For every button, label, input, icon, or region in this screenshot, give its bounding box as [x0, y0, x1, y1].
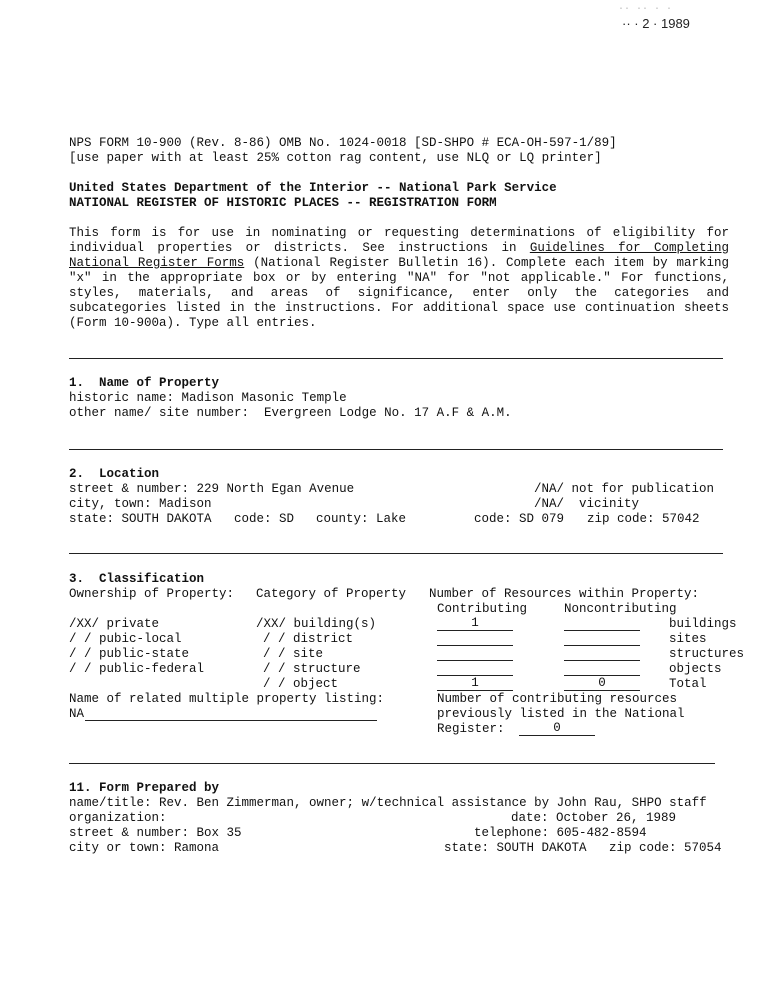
category-mark: / / — [263, 647, 286, 661]
other-name-row — [69, 406, 512, 421]
section-1-number: 1. — [69, 376, 85, 390]
zip-label: zip code: — [587, 512, 655, 526]
section-divider — [69, 449, 723, 450]
zip — [587, 512, 700, 527]
county-code — [474, 512, 564, 527]
telephone-row — [474, 826, 647, 841]
section-1-title: Name of Property — [99, 376, 220, 390]
city-label: city or town: — [69, 841, 167, 855]
category-site — [263, 647, 323, 662]
intro-line-7: (Form 10-900a). Type all entries. — [69, 316, 317, 330]
category-header: Category of Property — [256, 587, 407, 601]
category-label: district — [293, 632, 354, 646]
category-mark: / / — [263, 632, 286, 646]
not-for-publication-label: not for publication — [571, 482, 715, 496]
section-2-heading — [69, 467, 159, 482]
section-1-heading — [69, 376, 219, 391]
intro-line-2 — [69, 241, 729, 256]
contributing-blank — [437, 660, 513, 661]
section-2-number: 2. — [69, 467, 85, 481]
contributing-blank — [437, 630, 513, 631]
previously-listed-value: 0 — [553, 721, 561, 735]
noncontributing-header: Noncontributing — [564, 602, 677, 616]
city-value: Madison — [159, 497, 212, 511]
ownership-mark: / / — [69, 647, 92, 661]
section-2-title: Location — [99, 467, 160, 481]
telephone-value: 605-482-8594 — [556, 826, 647, 840]
category-label: site — [293, 647, 324, 661]
ownership-label: pubic-local — [99, 632, 182, 646]
previously-listed-line-2: previously listed in the National — [437, 707, 685, 721]
resource-type: objects — [669, 662, 722, 676]
historic-name-value: Madison Masonic Temple — [181, 391, 347, 405]
ownership-private — [69, 617, 159, 632]
intro-line-2-text: individual properties or districts. See instructions in — [69, 241, 530, 255]
ownership-header: Ownership of Property: — [69, 587, 235, 601]
county-label: county: — [316, 512, 369, 526]
noncontributing-value: 0 — [598, 676, 606, 690]
zip-row — [609, 841, 722, 856]
name-title-row — [69, 796, 707, 811]
noncontributing-blank — [564, 630, 640, 631]
telephone-label: telephone: — [474, 826, 550, 840]
related-listing-value: NA — [69, 707, 85, 721]
street-value: Box 35 — [196, 826, 242, 840]
street-label: street & number: — [69, 826, 190, 840]
city-label: city, town: — [69, 497, 152, 511]
section-divider — [69, 358, 723, 359]
not-for-publication — [534, 482, 714, 497]
contributing-header: Contributing — [437, 602, 528, 616]
ownership-public-federal — [69, 662, 204, 677]
city-value: Ramona — [174, 841, 220, 855]
ownership-label: public-state — [99, 647, 190, 661]
county-code-value: SD 079 — [519, 512, 565, 526]
resource-type: sites — [669, 632, 707, 646]
category-mark: / / — [263, 677, 286, 691]
intro-line-4: "x" in the appropriate box or by entering "NA" for "not applicable." For functions, — [69, 271, 729, 285]
zip-label: zip code: — [609, 841, 677, 855]
intro-line-3 — [69, 256, 729, 271]
state-code — [234, 512, 294, 527]
category-mark: /XX/ — [256, 617, 287, 631]
historic-name-row — [69, 391, 347, 406]
state-value: SOUTH DAKOTA — [121, 512, 212, 526]
category-structure — [263, 662, 361, 677]
city-row — [69, 841, 219, 856]
contributing-blank — [437, 690, 513, 691]
related-listing-label: Name of related multiple property listing: — [69, 692, 385, 706]
guidelines-title: Guidelines for Completing — [529, 241, 730, 255]
intro-line-3-text: (National Register Bulletin 16). Complete each item by marking — [253, 256, 729, 270]
county-code-label: code: — [474, 512, 512, 526]
state-code-label: code: — [234, 512, 272, 526]
state-code-value: SD — [279, 512, 295, 526]
zip-value: 57054 — [684, 841, 722, 855]
intro-line-5: styles, materials, and areas of significance, enter only the categories and — [69, 286, 729, 300]
noncontributing-blank — [564, 690, 640, 691]
agency-heading: United States Department of the Interior -- National Park Service — [69, 181, 557, 195]
ownership-label: public-federal — [99, 662, 205, 676]
related-listing-blank — [85, 720, 377, 721]
ownership-public-local — [69, 632, 182, 647]
resource-type: buildings — [669, 617, 737, 631]
date-label: date: — [511, 811, 549, 825]
date-value: October 26, 1989 — [556, 811, 677, 825]
resource-type: structures — [669, 647, 745, 661]
section-divider — [69, 553, 723, 554]
organization-label: organization: — [69, 811, 167, 825]
street-label: street & number: — [69, 482, 190, 496]
date-row — [511, 811, 676, 826]
state-label: state: — [444, 841, 490, 855]
contributing-blank — [437, 645, 513, 646]
state-row — [444, 841, 587, 856]
contributing-value: 1 — [471, 676, 479, 690]
ownership-mark: /XX/ — [69, 617, 100, 631]
not-for-publication-mark: /NA/ — [534, 482, 565, 496]
category-label: building(s) — [293, 617, 377, 631]
county-value: Lake — [376, 512, 407, 526]
section-11-title: Form Prepared by — [99, 781, 220, 795]
ownership-mark: / / — [69, 632, 92, 646]
section-11-number: 11. — [69, 781, 92, 795]
category-label: structure — [293, 662, 361, 676]
historic-name-label: historic name: — [69, 391, 175, 405]
section-11-heading — [69, 781, 219, 796]
paper-instruction-line: [use paper with at least 25% cotton rag content, use NLQ or LQ printer] — [69, 151, 602, 165]
section-3-title: Classification — [99, 572, 205, 586]
street-row — [69, 482, 354, 497]
category-mark: / / — [263, 662, 286, 676]
name-title-value: Rev. Ben Zimmerman, owner; w/technical assistance by John Rau, SHPO staff — [159, 796, 707, 810]
resources-header: Number of Resources within Property: — [429, 587, 700, 601]
section-3-heading — [69, 572, 204, 587]
register-forms-title: National Register Forms — [69, 256, 245, 270]
name-title-label: name/title: — [69, 796, 152, 810]
previously-listed-line-1: Number of contributing resources — [437, 692, 678, 706]
section-divider — [69, 763, 715, 764]
intro-line-1: This form is for use in nominating or requesting determinations of eligibility for — [69, 226, 729, 240]
state-row — [69, 512, 212, 527]
zip-value: 57042 — [662, 512, 700, 526]
category-label: object — [293, 677, 339, 691]
form-title: NATIONAL REGISTER OF HISTORIC PLACES -- REGISTRATION FORM — [69, 196, 497, 210]
previously-listed-label: Register: — [437, 722, 505, 736]
noncontributing-blank — [564, 660, 640, 661]
state-value: SOUTH DAKOTA — [496, 841, 587, 855]
ownership-public-state — [69, 647, 189, 662]
organization-row — [69, 811, 174, 826]
street-row — [69, 826, 242, 841]
county — [316, 512, 406, 527]
section-3-number: 3. — [69, 572, 85, 586]
noncontributing-blank — [564, 645, 640, 646]
form-number-line: NPS FORM 10-900 (Rev. 8-86) OMB No. 1024-0018 [SD-SHPO # ECA-OH-597-1/89] — [69, 136, 617, 150]
received-date-stamp: ·· · 2 · 1989 — [622, 16, 690, 31]
category-object — [263, 677, 338, 692]
other-name-label: other name/ site number: — [69, 406, 250, 420]
category-buildings — [256, 617, 376, 632]
city-row — [69, 497, 212, 512]
category-district — [263, 632, 353, 647]
vicinity — [534, 497, 639, 512]
vicinity-mark: /NA/ — [534, 497, 565, 511]
vicinity-label: vicinity — [579, 497, 640, 511]
contributing-value: 1 — [471, 616, 479, 630]
faint-stamp-mark: ·· ·· · · — [618, 4, 673, 15]
ownership-mark: / / — [69, 662, 92, 676]
intro-line-6: subcategories listed in the instructions. For additional space use continuation sheets — [69, 301, 729, 315]
state-label: state: — [69, 512, 115, 526]
previously-listed-blank — [519, 735, 595, 736]
other-name-value: Evergreen Lodge No. 17 A.F & A.M. — [264, 406, 512, 420]
ownership-label: private — [106, 617, 160, 631]
street-value: 229 North Egan Avenue — [196, 482, 355, 496]
resource-type: Total — [669, 677, 707, 691]
